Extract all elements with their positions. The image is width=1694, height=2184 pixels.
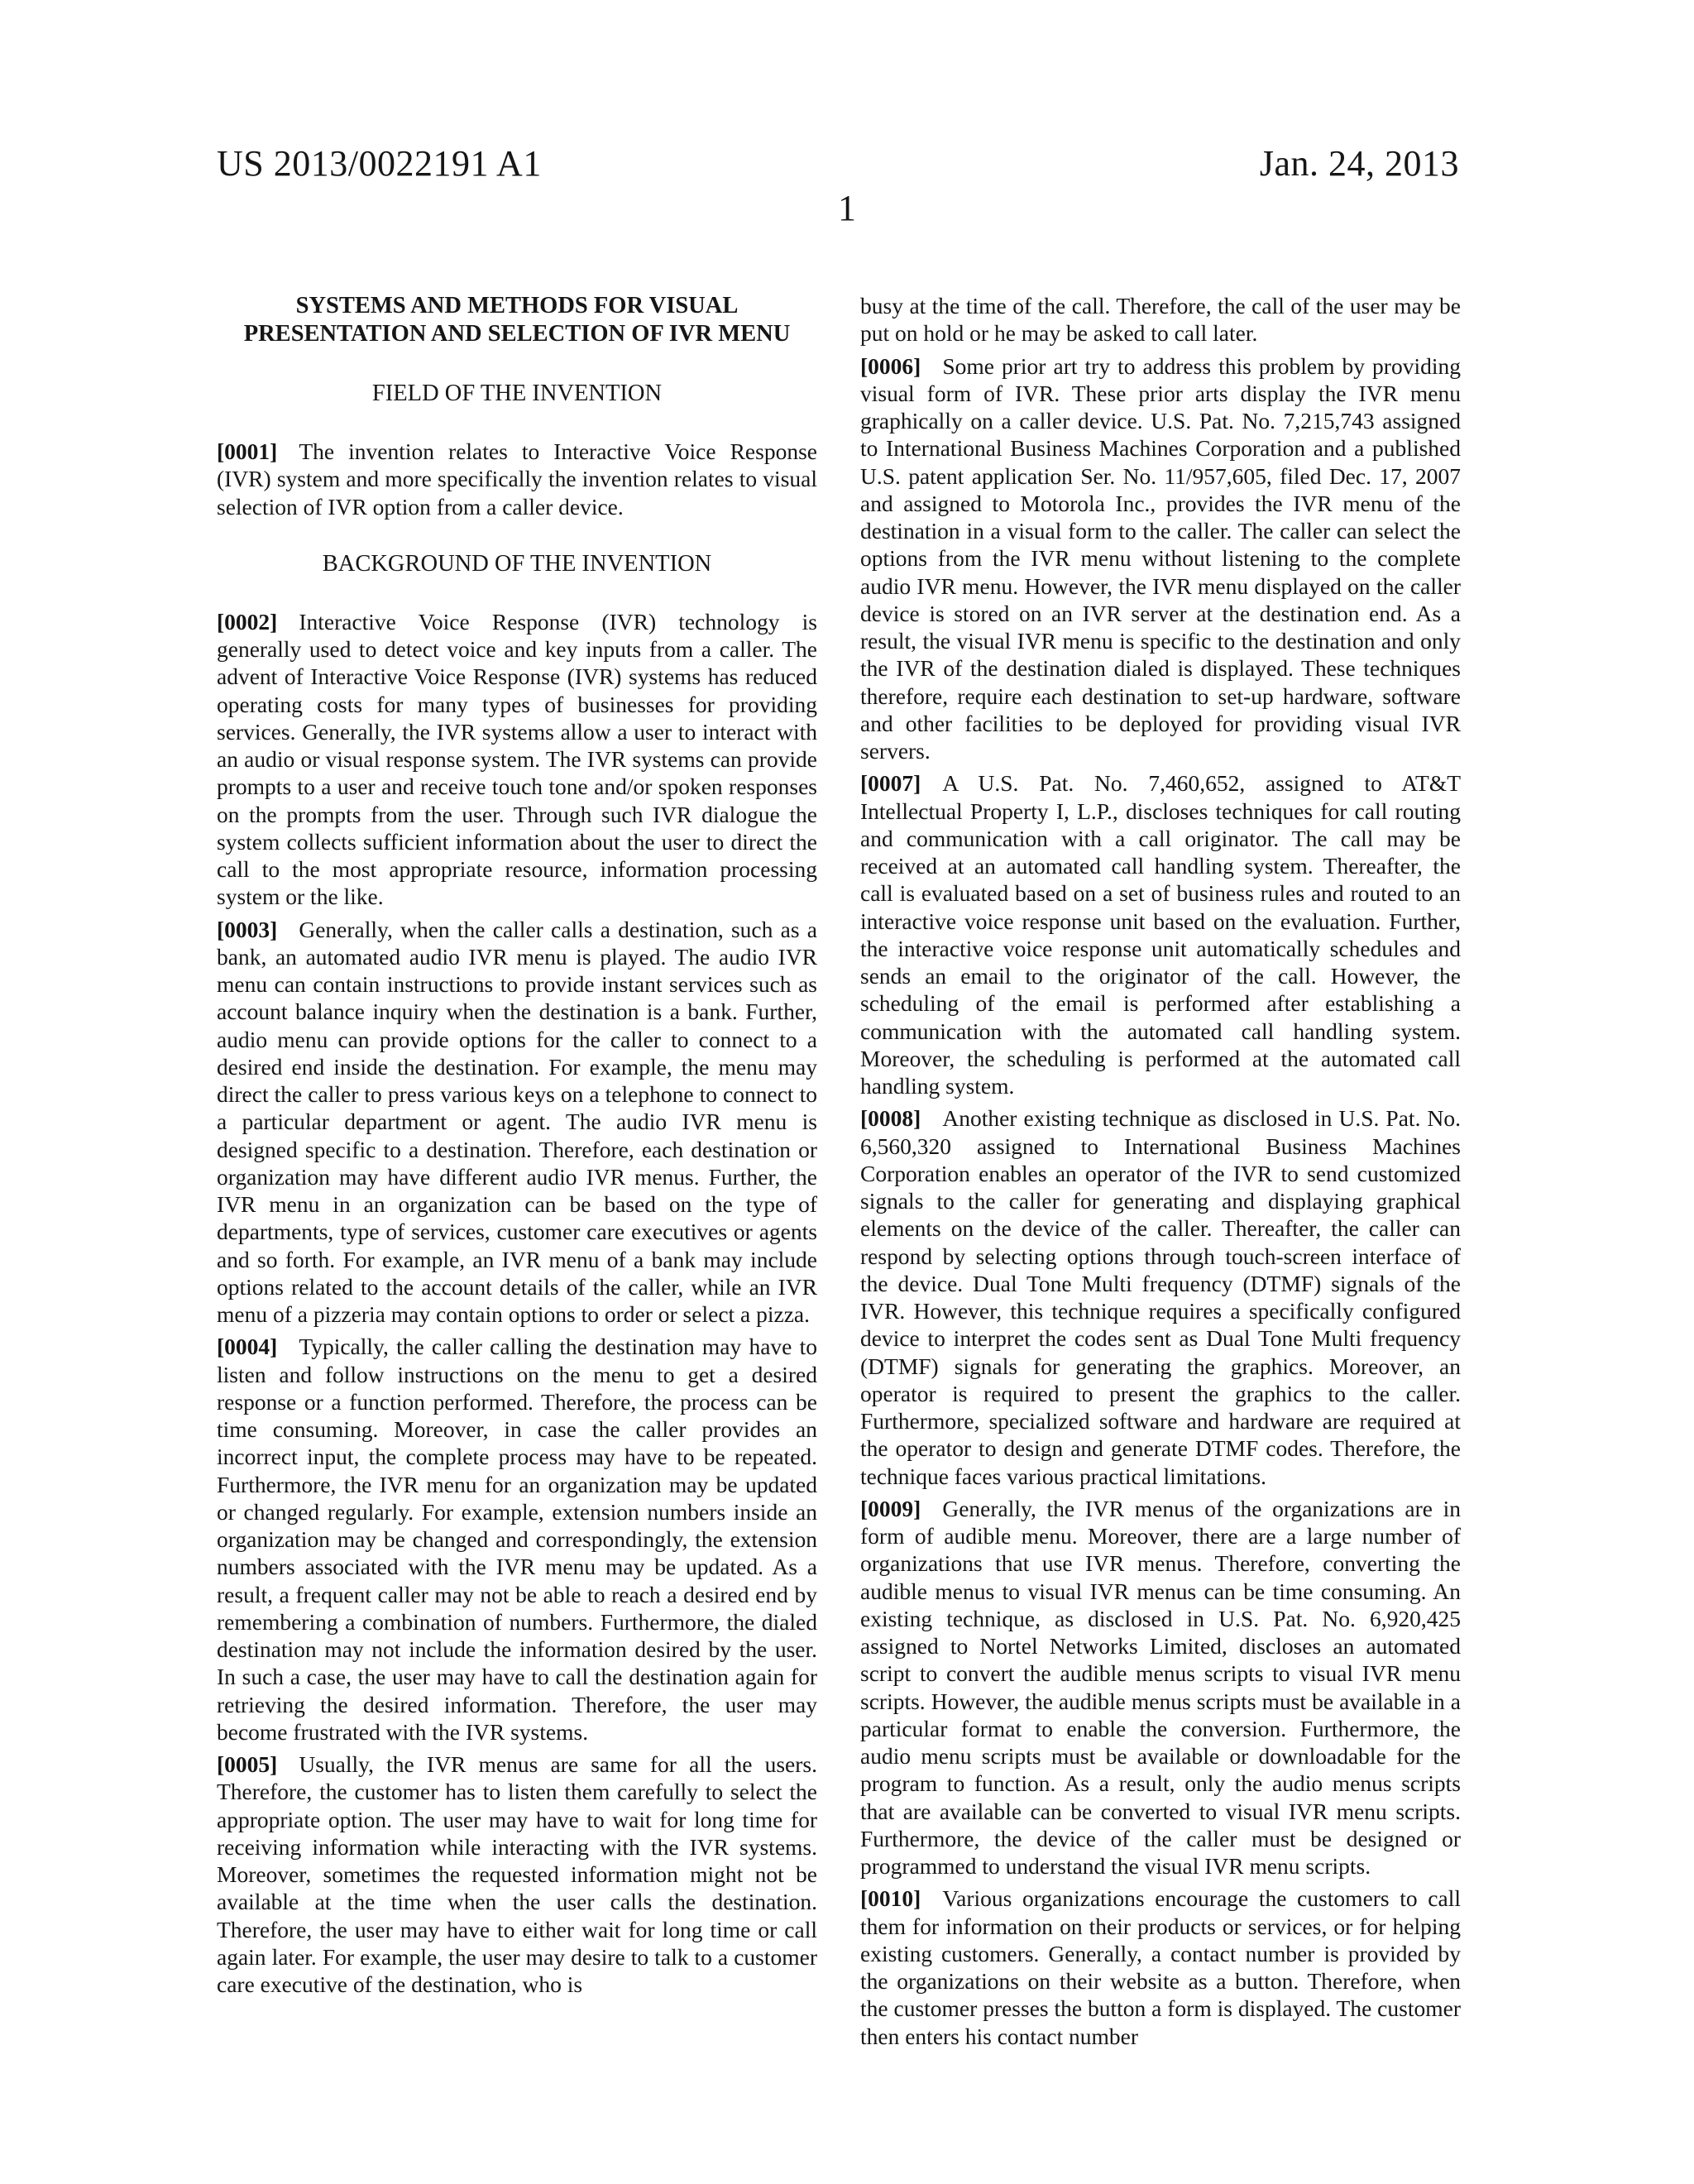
paragraph-text: The invention relates to Interactive Voice Response (IVR) system and more specifically the invention relates to visual selection of IVR option from a caller device. <box>217 438 817 520</box>
paragraph-text: A U.S. Pat. No. 7,460,652, assigned to AT&T Intellectual Property I, L.P., discloses techniques for call routing and communication with a call originator. The call may be received at an automated call handling system. Thereafter, the call is evaluated based on a set of business rules and routed to an interactive voice response unit based on the evaluation. Further, the interactive voice response unit automatically schedules and sends an email to the originator of the call. However, the scheduling of the email is performed after establishing a communication with the automated call handling system. Moreover, the scheduling is performed at the automated call handling system. <box>860 770 1461 1099</box>
paragraph-0002 <box>217 608 817 911</box>
paragraph-0006 <box>860 352 1461 765</box>
background-heading: BACKGROUND OF THE INVENTION <box>322 550 712 577</box>
paragraph-number: [0004] <box>217 1334 278 1360</box>
paragraph-number: [0009] <box>860 1495 921 1521</box>
paragraph-number: [0001] <box>217 438 278 464</box>
right-column <box>860 292 1461 2055</box>
paragraph-text: Interactive Voice Response (IVR) technology is generally used to detect voice and key inputs from a caller. The advent of Interactive Voice Response (IVR) systems has reduced operating costs for many types of businesses for providing services. Generally, the IVR systems allow a user to interact with an audio or visual response system. The IVR systems can provide prompts to a user and receive touch tone and/or spoken responses on the prompts from the user. Through such IVR dialogue the system collects sufficient information about the user to direct the call to the most appropriate resource, information processing system or the like. <box>217 608 817 910</box>
left-column <box>217 292 817 2003</box>
paragraph-0005-continued <box>860 292 1461 347</box>
paragraph-0009 <box>860 1495 1461 1880</box>
paragraph-text: Various organizations encourage the customers to call them for information on their products or services, or for helping existing customers. Generally, a contact number is provided by the organizations on their website as a button. Therefore, when the customer presses the button a form is displayed. The customer then enters his contact number <box>860 1885 1461 2049</box>
paragraph-0001 <box>217 438 817 520</box>
paragraph-0008 <box>860 1104 1461 1490</box>
paragraph-number: [0002] <box>217 608 278 635</box>
paragraph-number: [0003] <box>217 916 278 942</box>
paragraph-text: Generally, when the caller calls a destination, such as a bank, an automated audio IVR menu is played. The audio IVR menu can contain instructions to provide instant services such as account balance inquiry when the destination is a bank. Further, audio menu can provide options for the caller to connect to a desired end inside the destination. For example, the menu may direct the caller to press various keys on a telephone to connect to a particular department or agent. The audio IVR menu is designed specific to a destination. Therefore, each destination or organization may have different audio IVR menus. Further, the IVR menu in an organization can be based on the type of departments, type of services, customer care executives or agents and so forth. For example, an IVR menu of a bank may include options related to the account details of the caller, while an IVR menu of a pizzeria may contain options to order or select a pizza. <box>217 916 817 1327</box>
paragraph-text: busy at the time of the call. Therefore, the call of the user may be put on hold or he may be asked to call later. <box>860 293 1461 347</box>
paragraph-text: Generally, the IVR menus of the organizations are in form of audible menu. Moreover, there are a large number of organizations that use IVR menus. Therefore, converting the audible menus to visual IVR menus can be time consuming. An existing technique, as disclosed in U.S. Pat. No. 6,920,425 assigned to Nortel Networks Limited, discloses an automated script to convert the audible menus scripts to visual IVR menu scripts. However, the audible menus scripts must be available in a particular format to enable the conversion. Furthermore, the audio menu scripts must be available or downloadable for the program to function. As a result, only the audio menus scripts that are available can be converted to visual IVR menu scripts. Furthermore, the device of the caller must be designed or programmed to understand the visual IVR menu scripts. <box>860 1495 1461 1879</box>
paragraph-0005 <box>217 1751 817 1998</box>
paragraph-number: [0005] <box>217 1751 278 1777</box>
publication-date: Jan. 24, 2013 <box>1259 143 1459 184</box>
paragraph-number: [0006] <box>860 352 921 379</box>
paragraph-text: Some prior art try to address this problem by providing visual form of IVR. These prior arts display the IVR menu graphically on a caller device. U.S. Pat. No. 7,215,743 assigned to International Business Machines Corporation and a published U.S. patent application Ser. No. 11/957,605, filed Dec. 17, 2007 and assigned to Motorola Inc., provides the IVR menu of the destination in a visual form to the caller. The caller can select the options from the IVR menu without listening to the complete audio IVR menu. However, the IVR menu displayed on the caller device is stored on an IVR server at the destination end. As a result, the visual IVR menu is specific to the destination and only the IVR of the destination dialed is displayed. These techniques therefore, require each destination to set-up hardware, software and other facilities to be deployed for providing visual IVR servers. <box>860 352 1461 764</box>
paragraph-text: Typically, the caller calling the destination may have to listen and follow instructions on the menu to get a desired response or a function performed. Therefore, the process can be time consuming. Moreover, in case the caller provides an incorrect input, the complete process may have to be repeated. Furthermore, the IVR menu for an organization may be updated or changed regularly. For example, extension numbers inside an organization may be changed and correspondingly, the extension numbers associated with the IVR menu may be updated. As a result, a frequent caller may not be able to reach a desired end by remembering a combination of numbers. Furthermore, the dialed destination may not include the information desired by the user. In such a case, the user may have to call the destination again for retrieving the desired information. Therefore, the user may become frustrated with the IVR systems. <box>217 1334 817 1745</box>
paragraph-0007 <box>860 769 1461 1099</box>
paragraph-0010 <box>860 1885 1461 2050</box>
paragraph-text: Usually, the IVR menus are same for all the users. Therefore, the customer has to listen them carefully to select the appropriate option. The user may have to wait for long time for receiving information while interacting with the IVR systems. Moreover, sometimes the requested information might not be available at the time when the user calls the destination. Therefore, the user may have to either wait for long time or call again later. For example, the user may desire to talk to a customer care executive of the destination, who is <box>217 1751 817 1997</box>
paragraph-0004 <box>217 1333 817 1746</box>
document-title: SYSTEMS AND METHODS FOR VISUAL PRESENTATION AND SELECTION OF IVR MENU <box>243 293 791 347</box>
paragraph-number: [0010] <box>860 1885 921 1912</box>
paragraph-number: [0007] <box>860 770 921 797</box>
page-number: 1 <box>838 188 856 228</box>
paragraph-number: [0008] <box>860 1105 921 1132</box>
publication-number: US 2013/0022191 A1 <box>217 143 542 184</box>
field-heading: FIELD OF THE INVENTION <box>371 381 663 406</box>
paragraph-text: Another existing technique as disclosed in U.S. Pat. No. 6,560,320 assigned to International Business Machines Corporation enables an operator of the IVR to send customized signals to the caller for generating and displaying graphical elements on the device of the caller. Thereafter, the caller can respond by selecting options through touch-screen interface of the device. Dual Tone Multi frequency (DTMF) signals of the IVR. However, this technique requires a specifically configured device to interpret the codes sent as Dual Tone Multi frequency (DTMF) signals for generating the graphics. Moreover, an operator is required to present the graphics to the caller. Furthermore, specialized software and hardware are required at the operator to design and generate DTMF codes. Therefore, the technique faces various practical limitations. <box>860 1105 1461 1489</box>
paragraph-0003 <box>217 916 817 1329</box>
